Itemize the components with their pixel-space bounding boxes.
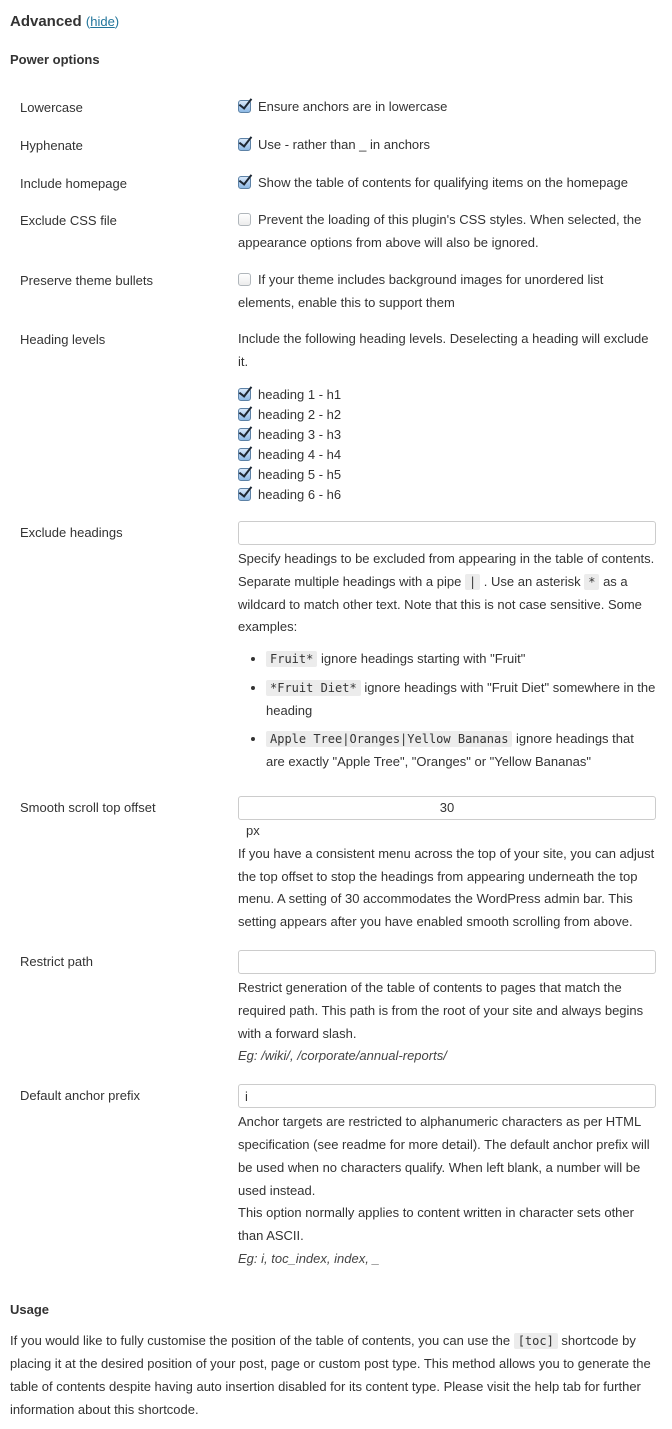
example-text: ignore headings with "Fruit Diet" somewhere in the heading [266,679,656,718]
advanced-title-text: Advanced [10,13,82,30]
exclude-headings-input[interactable] [238,521,656,545]
exclude-css-checkbox-label: Prevent the loading of this plugin's CSS styles. When selected, the appearance options from above will also be ignored. [238,212,642,251]
field-row-preserve-bullets [10,269,662,315]
exclude-headings-examples [238,648,656,774]
smooth-scroll-description: If you have a consistent menu across the top of your site, you can adjust the top offset to stop the headings from appearing underneath the top menu. A setting of 30 accommodates the WordPress admin bar. This setting appears after you have enabled smooth scrolling from above. [238,845,655,930]
toc-shortcode: [toc] [514,1333,558,1349]
hyphenate-label: Hyphenate [20,137,83,153]
include-homepage-label: Include homepage [20,175,127,191]
restrict-path-description: Restrict generation of the table of contents to pages that match the required path. This path is from the root of your site and always begins with a forward slash. [238,980,644,1041]
lowercase-checkbox[interactable] [238,100,251,113]
example-text: ignore headings starting with "Fruit" [317,651,526,667]
restrict-path-input[interactable] [238,950,656,974]
exclude-headings-label: Exclude headings [20,524,123,540]
heading-6-checkbox[interactable] [238,488,251,501]
field-row-lowercase [10,96,662,120]
lowercase-label: Lowercase [20,100,83,116]
heading-level-option-h4 [238,445,656,465]
exclude-css-label: Exclude CSS file [20,213,117,229]
include-homepage-checkbox[interactable] [238,176,251,189]
hide-paren-close: ) [114,14,120,29]
field-row-heading-levels [10,328,662,505]
heading-levels-options [238,385,656,505]
exclude-desc-2: . Use an asterisk [480,573,585,589]
px-unit-label: px [246,823,260,839]
default-anchor-prefix-description-2: This option normally applies to content written in character sets other than ASCII. [238,1205,634,1244]
include-homepage-checkbox-label: Show the table of contents for qualifying items on the homepage [258,174,629,190]
smooth-scroll-offset-label: Smooth scroll top offset [20,799,156,815]
section-title-usage: Usage [10,1301,50,1317]
heading-6-label: heading 6 - h6 [258,486,342,502]
hyphenate-checkbox[interactable] [238,138,251,151]
heading-2-checkbox[interactable] [238,408,251,421]
field-row-include-homepage [10,172,662,196]
preserve-bullets-label: Preserve theme bullets [20,272,153,288]
exclude-desc-3: as a wildcard to match other text. Note that this is not case sensitive. Some examples: [238,573,642,635]
heading-3-label: heading 3 - h3 [258,426,342,442]
example-item [266,677,656,723]
heading-4-label: heading 4 - h4 [258,446,342,462]
usage-text-2: shortcode by placing it at the desired position of your post, page or custom post type. This method allows you to generate the table of contents despite having auto insertion disabled for its content type. Please visit the help tab for further information about this shortcode. [10,1333,651,1417]
field-row-exclude-css [10,209,662,255]
example-item [266,648,656,671]
exclude-css-checkbox[interactable] [238,213,251,226]
preserve-bullets-checkbox-label: If your theme includes background images for unordered list elements, enable this to support them [238,271,604,310]
usage-text-1: If you would like to fully customise the position of the table of contents, you can use the [10,1333,514,1349]
heading-level-option-h3 [238,425,656,445]
field-row-exclude-headings [10,521,662,780]
usage-paragraph [10,1330,662,1421]
default-anchor-prefix-example: Eg: i, toc_index, index, _ [238,1250,380,1266]
asterisk-code: * [584,574,599,590]
preserve-bullets-checkbox[interactable] [238,273,251,286]
heading-levels-label: Heading levels [20,332,106,348]
heading-5-label: heading 5 - h5 [258,466,342,482]
default-anchor-prefix-input[interactable] [238,1084,656,1108]
heading-level-option-h6 [238,485,656,505]
field-row-default-anchor-prefix [10,1084,662,1271]
smooth-scroll-offset-input[interactable] [238,796,656,820]
exclude-desc-1: Specify headings to be excluded from appearing in the table of contents. Separate multiple headings with a pipe [238,551,655,589]
smooth-scroll-input-line [238,796,656,843]
pipe-code: | [465,574,480,590]
heading-level-option-h2 [238,405,656,425]
field-row-restrict-path [10,950,662,1068]
example-item [266,728,656,774]
example-text: ignore headings that are exactly "Apple Tree", "Oranges" or "Yellow Bananas" [266,731,634,770]
heading-1-label: heading 1 - h1 [258,386,342,402]
field-row-smooth-scroll-offset [10,796,662,934]
restrict-path-label: Restrict path [20,953,93,969]
field-row-hyphenate [10,134,662,158]
heading-4-checkbox[interactable] [238,448,251,461]
hide-paren-open: ( [85,14,91,29]
restrict-path-example: Eg: /wiki/, /corporate/annual-reports/ [238,1048,447,1064]
default-anchor-prefix-label: Default anchor prefix [20,1088,140,1104]
heading-2-label: heading 2 - h2 [258,406,342,422]
settings-rows [10,96,662,1271]
heading-1-checkbox[interactable] [238,388,251,401]
exclude-headings-description [238,548,656,639]
heading-level-option-h1 [238,385,656,405]
lowercase-checkbox-label: Ensure anchors are in lowercase [258,99,448,115]
heading-levels-description: Include the following heading levels. Deselecting a heading will exclude it. [238,331,649,370]
example-code: *Fruit Diet* [266,680,361,696]
heading-level-option-h5 [238,465,656,485]
heading-3-checkbox[interactable] [238,428,251,441]
hide-link[interactable]: hide [90,14,115,29]
section-title-power-options: Power options [10,52,100,67]
example-code: Fruit* [266,651,317,667]
default-anchor-prefix-description-1: Anchor targets are restricted to alphanumeric characters as per HTML specification (see readme for more detail). The default anchor prefix will be used when no characters qualify. When left blank, a number will be used instead. [238,1114,650,1198]
heading-5-checkbox[interactable] [238,468,251,481]
section-title-advanced [10,11,662,32]
example-code: Apple Tree|Oranges|Yellow Bananas [266,731,512,747]
hyphenate-checkbox-label: Use - rather than _ in anchors [258,136,430,152]
